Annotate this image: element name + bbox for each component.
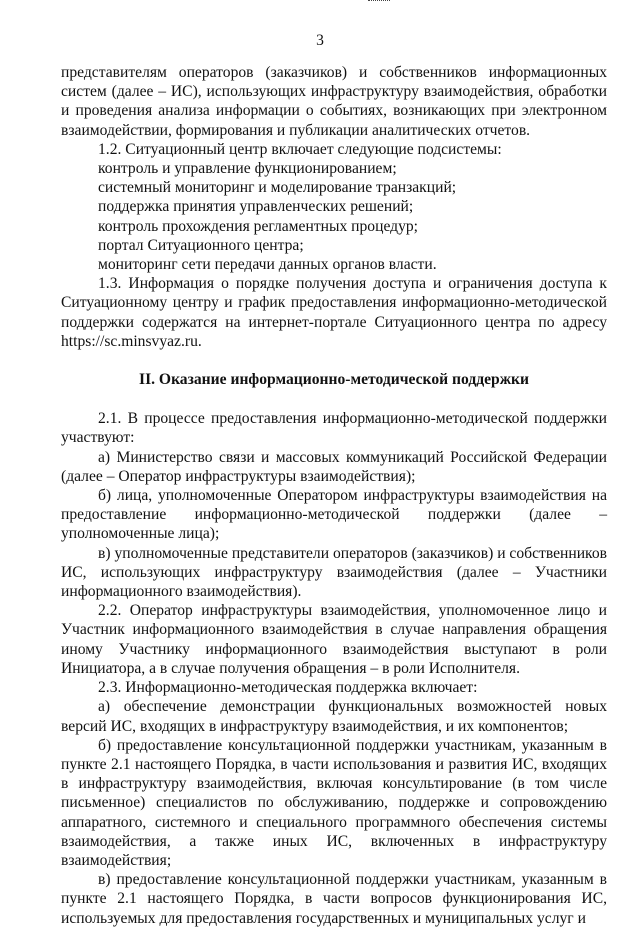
page-number: 3 (316, 32, 324, 49)
paragraph-1-3: 1.3. Информация о порядке получения доступа и ограничения доступа к Ситуационному центру и график предоставления информационно-методической поддержки содержатся на интернет-портале Ситуационного центра по адресу https://sc.minsvyaz.ru. (61, 275, 607, 350)
paragraph-2-1-v: в) уполномоченные представители операторов (заказчиков) и собственников ИС, использующих инфраструктуру взаимодействия (далее – Участники информационного взаимодействия). (61, 544, 607, 601)
paragraph-1-2: 1.2. Ситуационный центр включает следующие подсистемы: (98, 140, 502, 158)
subsystem-item: мониторинг сети передачи данных органов власти. (98, 256, 437, 274)
section-heading: II. Оказание информационно-методической поддержки (139, 371, 529, 389)
paragraph-2-3: 2.3. Информационно-методическая поддержка включает: (98, 679, 478, 697)
subsystem-item: системный мониторинг и моделирование транзакций; (98, 179, 457, 197)
paragraph-2-1-a: а) Министерство связи и массовых коммуникаций Российской Федерации (далее – Оператор инфраструктуры взаимодействия); (61, 448, 607, 485)
paragraph-2-2: 2.2. Оператор инфраструктуры взаимодействия, уполномоченное лицо и Участник информационного взаимодействия в случае направления обращения иному Участнику информационного взаимодействия выступают в роли Инициатора, а в случае получения обращения – в роли Исполнителя. (61, 602, 607, 677)
subsystem-item: портал Ситуационного центра; (98, 236, 304, 254)
document-body (61, 63, 607, 928)
scan-mark (368, 0, 390, 3)
subsystem-item: контроль и управление функционированием; (98, 160, 397, 178)
paragraph-2-1-b: б) лица, уполномоченные Оператором инфраструктуры взаимодействия на предоставление информационно-методической поддержки (далее – уполномоченные лица); (61, 487, 607, 543)
subsystem-item: контроль прохождения регламентных процедур; (98, 217, 419, 235)
subsystem-item: поддержка принятия управленческих решений; (98, 198, 414, 216)
intro-continuation: представителям операторов (заказчиков) и собственников информационных систем (далее – ИС), использующих инфраструктуру взаимодействия, обработки и проведения анализа информации о событиях, возникающих при электронном взаимодействии, формирования и публикации аналитических отчетов. (61, 64, 607, 139)
paragraph-2-3-v: в) предоставление консультационной поддержки участникам, указанным в пункте 2.1 настоящего Порядка, в части вопросов функционирования ИС, используемых для предоставления государственных и муниципальных услуг и (61, 871, 607, 927)
paragraph-2-3-b: б) предоставление консультационной поддержки участникам, указанным в пункте 2.1 настоящего Порядка, в части использования и развития ИС, входящих в инфраструктуру взаимодействия, включая консультирование (в том числе письменное) специалистов по обслуживанию, поддержке и сопровождению аппаратного, системного и специального программного обеспечения системы взаимодействия, а также иных ИС, включенных в инфраструктуру взаимодействия; (61, 736, 607, 869)
paragraph-2-1: 2.1. В процессе предоставления информационно-методической поддержки участвуют: (61, 410, 607, 447)
paragraph-2-3-a: а) обеспечение демонстрации функциональных возможностей новых версий ИС, входящих в инфраструктуру взаимодействия, и их компонентов; (61, 698, 607, 735)
